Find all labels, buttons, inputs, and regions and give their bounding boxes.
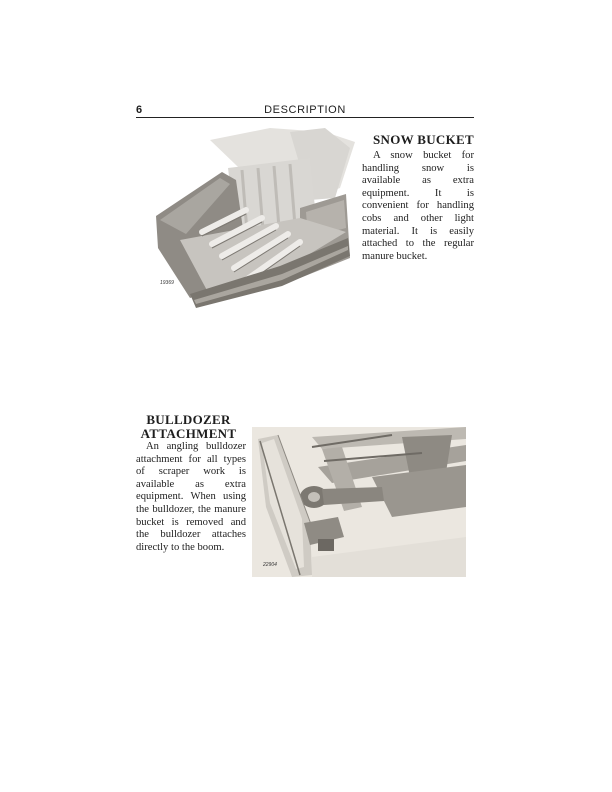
snow-bucket-paragraph: A snow bucket for handling snow is available as extra equipment. It is convenient for handling cobs and other light material. It is easily attached to the regular manure bucket.	[362, 150, 474, 262]
header-rule	[136, 117, 474, 118]
page-header	[136, 104, 474, 118]
snow-photo-number: 19369	[160, 280, 174, 286]
bulldozer-photo	[252, 427, 466, 577]
bulldozer-paragraph: An angling bulldozer attachment for all types of scraper work is available as extra equipment. When using the bulldozer, the manure bucket is removed and the bulldozer attaches directly to the boom.	[136, 441, 246, 553]
snow-bucket-heading: SNOW BUCKET	[373, 132, 474, 147]
running-head: DESCRIPTION	[264, 104, 346, 116]
dozer-photo-number: 22904	[263, 562, 277, 568]
snow-bucket-photo	[150, 128, 362, 310]
bulldozer-heading: BULLDOZER ATTACHMENT	[140, 412, 237, 441]
page-number: 6	[136, 104, 143, 116]
